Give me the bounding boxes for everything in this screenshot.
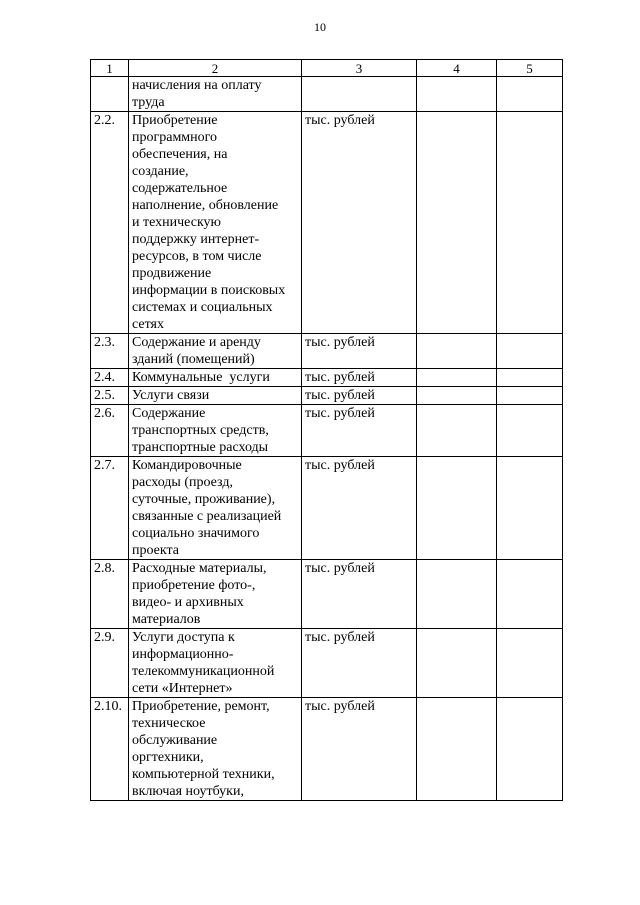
table-row	[91, 405, 563, 457]
expense-name-line: Услуги доступа к	[132, 630, 235, 645]
expense-name-line: обслуживание	[132, 733, 218, 748]
expense-name-line: Содержание	[132, 406, 206, 421]
expense-name-line: техническое	[132, 716, 206, 731]
expense-name-line: сетях	[132, 317, 164, 332]
expense-name-line: информационно-	[132, 647, 234, 662]
value-cell-col-5	[497, 334, 563, 369]
expense-name-line: Командировочные	[132, 458, 242, 473]
unit-cell: тыс. рублей	[302, 334, 417, 369]
expense-name	[129, 698, 302, 801]
row-number: 2.8.	[91, 560, 129, 629]
expense-name-line: Расходные материалы,	[132, 561, 267, 576]
unit-cell: тыс. рублей	[302, 387, 417, 405]
value-cell-col-5	[497, 369, 563, 387]
expense-name-line: связанные с реализацией	[132, 509, 282, 524]
expense-name-line: информации в поисковых	[132, 283, 286, 298]
table-row	[91, 560, 563, 629]
table-row	[91, 457, 563, 560]
value-cell-col-4	[417, 77, 497, 112]
expense-name-line: создание,	[132, 164, 189, 179]
expense-name-line: содержательное	[132, 181, 228, 196]
row-number: 2.2.	[91, 112, 129, 334]
table-row	[91, 369, 563, 387]
value-cell-col-5	[497, 560, 563, 629]
table-row	[91, 77, 563, 112]
expense-name-line: Содержание и аренду	[132, 335, 261, 350]
value-cell-col-4	[417, 629, 497, 698]
expense-name-line: транспортные расходы	[132, 440, 269, 455]
expense-name-line: приобретение фото-,	[132, 578, 256, 593]
expense-name	[129, 629, 302, 698]
header-col-3: 3	[302, 60, 417, 77]
value-cell-col-5	[497, 112, 563, 334]
value-cell-col-5	[497, 457, 563, 560]
unit-cell: тыс. рублей	[302, 698, 417, 801]
expense-name-line: материалов	[132, 612, 201, 627]
expense-name	[129, 369, 302, 387]
value-cell-col-4	[417, 334, 497, 369]
expense-name-line: Услуги связи	[132, 388, 210, 403]
expense-name-line: проекта	[132, 543, 179, 558]
expense-name-line: продвижение	[132, 266, 212, 281]
expense-name	[129, 405, 302, 457]
unit-cell	[302, 77, 417, 112]
value-cell-col-5	[497, 405, 563, 457]
header-col-5: 5	[497, 60, 563, 77]
header-col-1: 1	[91, 60, 129, 77]
expense-name-line: программного	[132, 130, 218, 145]
row-number: 2.3.	[91, 334, 129, 369]
row-number: 2.10.	[91, 698, 129, 801]
unit-cell: тыс. рублей	[302, 457, 417, 560]
expense-name-line: компьютерной техники,	[132, 767, 275, 782]
table-row	[91, 629, 563, 698]
value-cell-col-5	[497, 698, 563, 801]
table-body	[91, 77, 563, 801]
expense-name-line: сети «Интернет»	[132, 681, 233, 696]
value-cell-col-4	[417, 405, 497, 457]
expense-name	[129, 77, 302, 112]
expense-name-line: Коммунальные услуги	[132, 370, 270, 385]
value-cell-col-4	[417, 457, 497, 560]
expense-name	[129, 334, 302, 369]
unit-cell: тыс. рублей	[302, 112, 417, 334]
row-number: 2.6.	[91, 405, 129, 457]
row-number: 2.7.	[91, 457, 129, 560]
table-row	[91, 334, 563, 369]
header-col-4: 4	[417, 60, 497, 77]
expense-name-line: суточные, проживание),	[132, 492, 276, 507]
expense-name	[129, 457, 302, 560]
unit-cell: тыс. рублей	[302, 369, 417, 387]
table-row	[91, 387, 563, 405]
budget-table	[90, 59, 563, 801]
table-row	[91, 112, 563, 334]
expense-name-line: видео- и архивных	[132, 595, 244, 610]
expense-name-line: транспортных средств,	[132, 423, 269, 438]
expense-name-line: труда	[132, 95, 165, 110]
value-cell-col-4	[417, 369, 497, 387]
value-cell-col-5	[497, 387, 563, 405]
expense-name-line: телекоммуникационной	[132, 664, 275, 679]
row-number	[91, 77, 129, 112]
expense-name	[129, 387, 302, 405]
row-number: 2.5.	[91, 387, 129, 405]
row-number: 2.4.	[91, 369, 129, 387]
expense-name-line: обеспечения, на	[132, 147, 228, 162]
page-number: 10	[314, 20, 326, 34]
unit-cell: тыс. рублей	[302, 629, 417, 698]
table-header-row	[91, 60, 563, 77]
value-cell-col-5	[497, 77, 563, 112]
expense-name-line: и техническую	[132, 215, 222, 230]
expense-name	[129, 112, 302, 334]
expense-name-line: начисления на оплату	[132, 78, 262, 93]
expense-name-line: Приобретение, ремонт,	[132, 699, 270, 714]
expense-name-line: ресурсов, в том числе	[132, 249, 262, 264]
expense-name-line: Приобретение	[132, 113, 218, 128]
expense-name-line: расходы (проезд,	[132, 475, 233, 490]
value-cell-col-4	[417, 112, 497, 334]
expense-name-line: наполнение, обновление	[132, 198, 279, 213]
table-row	[91, 698, 563, 801]
row-number: 2.9.	[91, 629, 129, 698]
expense-name-line: социально значимого	[132, 526, 260, 541]
expense-name-line: оргтехники,	[132, 750, 204, 765]
expense-name-line: системах и социальных	[132, 300, 273, 315]
expense-name-line: включая ноутбуки,	[132, 784, 244, 799]
header-col-2: 2	[129, 60, 302, 77]
expense-name	[129, 560, 302, 629]
value-cell-col-4	[417, 698, 497, 801]
value-cell-col-4	[417, 560, 497, 629]
unit-cell: тыс. рублей	[302, 405, 417, 457]
value-cell-col-4	[417, 387, 497, 405]
expense-name-line: поддержку интернет-	[132, 232, 260, 247]
unit-cell: тыс. рублей	[302, 560, 417, 629]
value-cell-col-5	[497, 629, 563, 698]
expense-name-line: зданий (помещений)	[132, 352, 255, 367]
